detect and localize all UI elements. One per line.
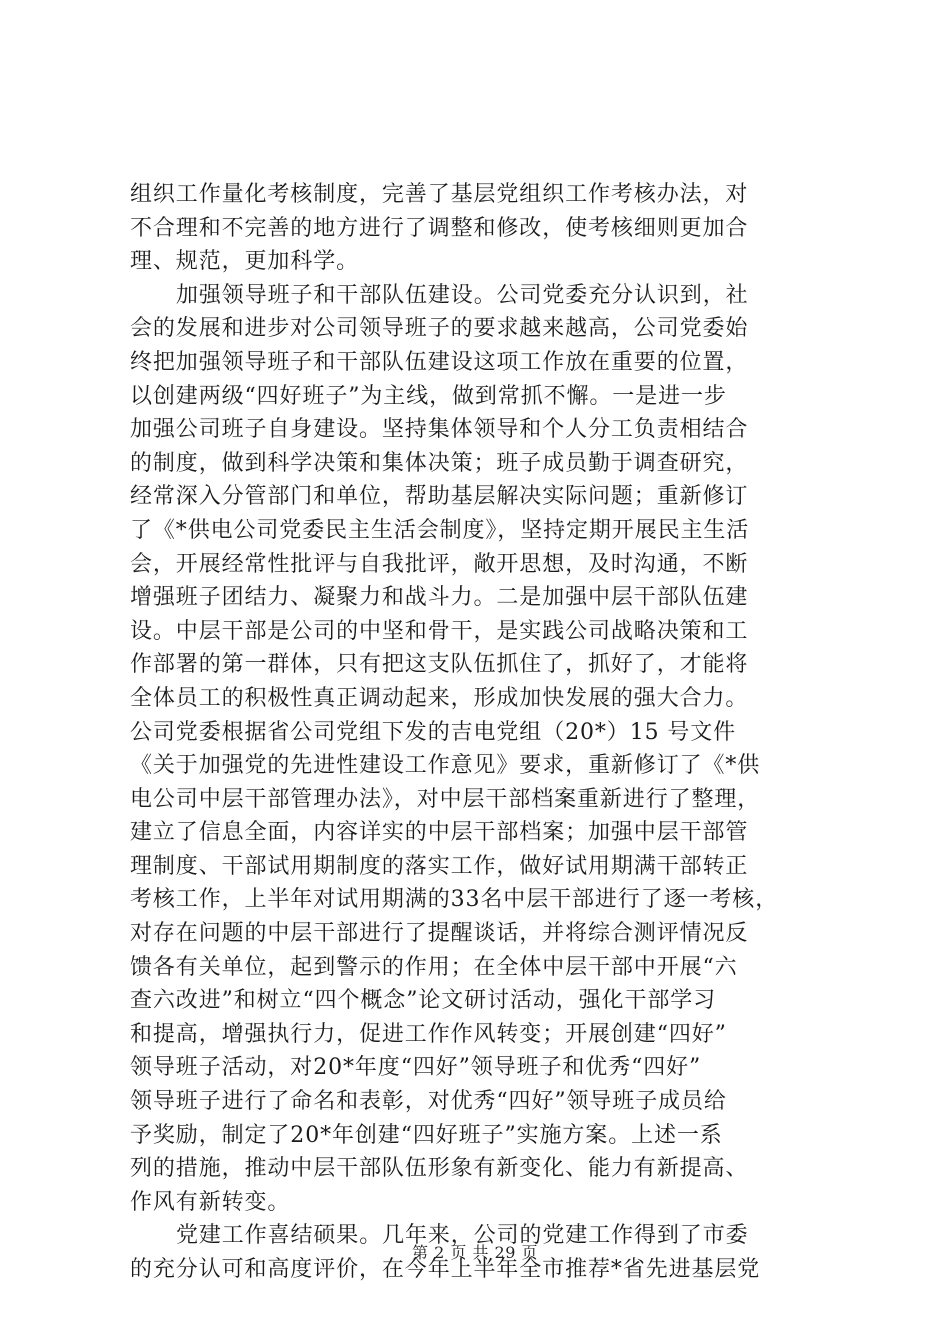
text-line: 终把加强领导班子和干部队伍建设这项工作放在重要的位置，	[130, 349, 749, 375]
text-line: 领导班子活动，对20*年度“四好”领导班子和优秀“四好”	[130, 1055, 702, 1081]
text-line: 以创建两级“四好班子”为主线，做到常抓不懈。一是进一步	[130, 383, 727, 409]
text-line: 会，开展经常性批评与自我批评，敞开思想，及时沟通，不断	[130, 551, 749, 577]
text-line: 作部署的第一群体，只有把这支队伍抓住了，抓好了，才能将	[130, 652, 749, 678]
text-line: 全体员工的积极性真正调动起来，形成加快发展的强大合力。	[130, 685, 749, 711]
text-line: 《关于加强党的先进性建设工作意见》要求，重新修订了《*供	[130, 753, 761, 779]
text-line: 增强班子团结力、凝聚力和战斗力。二是加强中层干部队伍建	[130, 585, 749, 611]
text-line: 电公司中层干部管理办法》，对中层干部档案重新进行了整理，	[130, 786, 761, 812]
text-line: 加强公司班子自身建设。坚持集体领导和个人分工负责相结合	[130, 417, 749, 443]
text-line: 的充分认可和高度评价，在今年上半年全市推荐*省先进基层党	[130, 1257, 761, 1282]
text-line: 公司党委根据省公司党组下发的吉电党组（20*）15 号文件	[130, 719, 737, 745]
text-line: 考核工作，上半年对试用期满的33名中层干部进行了逐一考核，	[130, 887, 779, 913]
text-line: 对存在问题的中层干部进行了提醒谈话，并将综合测评情况反	[130, 921, 749, 947]
text-line: 理、规范，更加科学。	[130, 249, 360, 275]
text-line: 理制度、干部试用期制度的落实工作，做好试用期满干部转正	[130, 853, 749, 879]
text-line: 的制度，做到科学决策和集体决策；班子成员勤于调查研究，	[130, 450, 749, 476]
text-line: 予奖励，制定了20*年创建“四好班子”实施方案。上述一系	[130, 1122, 723, 1148]
text-line: 加强领导班子和干部队伍建设。公司党委充分认识到，社	[176, 282, 749, 308]
text-line: 不合理和不完善的地方进行了调整和修改，使考核细则更加合	[130, 215, 749, 241]
text-line: 会的发展和进步对公司领导班子的要求越来越高，公司党委始	[130, 316, 749, 342]
text-line: 经常深入分管部门和单位，帮助基层解决实际问题；重新修订	[130, 484, 749, 510]
text-line: 列的措施，推动中层干部队伍形象有新变化、能力有新提高、	[130, 1156, 749, 1182]
text-line: 查六改进”和树立“四个概念”论文研讨活动，强化干部学习	[130, 988, 717, 1014]
text-line: 组织工作量化考核制度，完善了基层党组织工作考核办法，对	[130, 182, 749, 207]
page-footer: 第 2 页 共 29 页	[412, 1243, 538, 1262]
text-line: 党建工作喜结硕果。几年来，公司的党建工作得到了市委	[176, 1223, 749, 1249]
document-body	[130, 178, 830, 1287]
text-line: 和提高，增强执行力，促进工作作风转变；开展创建“四好”	[130, 1021, 727, 1047]
text-line: 领导班子进行了命名和表彰，对优秀“四好”领导班子成员给	[130, 1089, 727, 1115]
text-line: 设。中层干部是公司的中坚和骨干，是实践公司战略决策和工	[130, 618, 749, 644]
text-line: 了《*供电公司党委民主生活会制度》，坚持定期开展民主生活	[130, 517, 750, 543]
text-line: 馈各有关单位，起到警示的作用；在全体中层干部中开展“六	[130, 954, 738, 980]
text-line: 作风有新转变。	[130, 1189, 291, 1215]
text-line: 建立了信息全面，内容详实的中层干部档案；加强中层干部管	[130, 820, 749, 846]
